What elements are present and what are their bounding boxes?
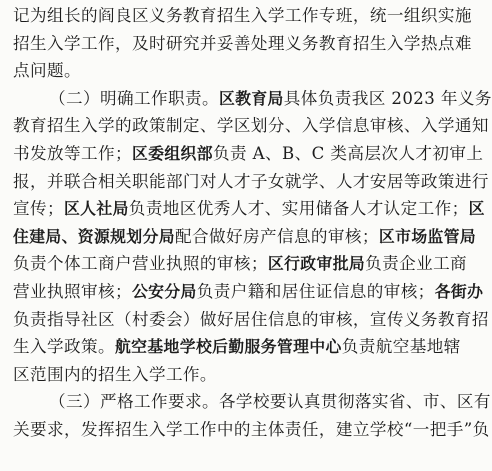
- text-line: [13, 278, 484, 306]
- text-line: 区范围内的招生入学工作。: [13, 364, 217, 384]
- text-line: [13, 333, 475, 361]
- text-line: 教育招生入学的政策制定、学区划分、入学信息审核、入学通知: [13, 116, 489, 136]
- text-line: （三）严格工作要求。各学校要认真贯彻落实省、市、区有: [49, 392, 491, 412]
- bold-entity: 区人社局: [63, 199, 129, 219]
- bold-entity: 区教育局: [218, 88, 284, 108]
- text-line: [13, 195, 485, 223]
- text-span: 配合做好房产信息的审核；: [174, 226, 379, 246]
- bold-entity: 各街办: [434, 281, 484, 301]
- bold-entity: 公安分局: [131, 281, 197, 301]
- text-line: 关要求，发挥招生入学工作中的主体责任，建立学校“一把手”负: [13, 419, 490, 439]
- text-line: 记为组长的阎良区义务教育招生入学工作专班，统一组织实施: [13, 6, 472, 25]
- text-line: 负责指导社区（村委会）做好居住信息的审核，宣传义务教育招: [13, 309, 489, 329]
- text-line: [13, 140, 484, 168]
- text-line: [13, 85, 492, 113]
- section-heading: （二）明确工作职责。: [49, 88, 219, 108]
- text-span: 负责个体工商户营业执照的审核；: [13, 254, 268, 274]
- bold-entity: 区: [468, 199, 485, 219]
- text-span: 书发放等工作；: [13, 143, 132, 163]
- text-span: 具体负责我区 2023 年义务: [283, 88, 492, 108]
- text-line: 招生入学工作，及时研究并妥善处理义务教育招生入学热点难: [13, 33, 472, 53]
- bold-entity: 区委组织部: [131, 143, 213, 163]
- bold-entity: 区市场监管局: [378, 226, 477, 246]
- text-line: [13, 250, 475, 278]
- text-span: 负责航空基地辖: [341, 337, 461, 357]
- bold-entity: 航空基地学校后勤服务管理中心: [114, 337, 342, 357]
- text-line: 报，并联合相关职能部门对人才子女就学、人才安居等政策进行: [13, 171, 489, 191]
- text-span: 生入学政策。: [13, 337, 115, 357]
- text-span: 营业执照审核；: [13, 281, 132, 301]
- bold-entity: 住建局、资源规划分局: [13, 226, 175, 246]
- text-span: 宣传；: [13, 199, 64, 219]
- text-line: [13, 223, 475, 251]
- text-span: 负责 A、B、C 类高层次人才初审上: [212, 143, 484, 163]
- bold-entity: 区行政审批局: [267, 254, 366, 274]
- text-line: 点问题。: [13, 61, 81, 81]
- text-span: 负责地区优秀人才、实用储备人才认定工作；: [128, 199, 469, 219]
- text-span: 负责户籍和居住证信息的审核；: [196, 281, 435, 301]
- text-span: 负责企业工商: [365, 254, 468, 274]
